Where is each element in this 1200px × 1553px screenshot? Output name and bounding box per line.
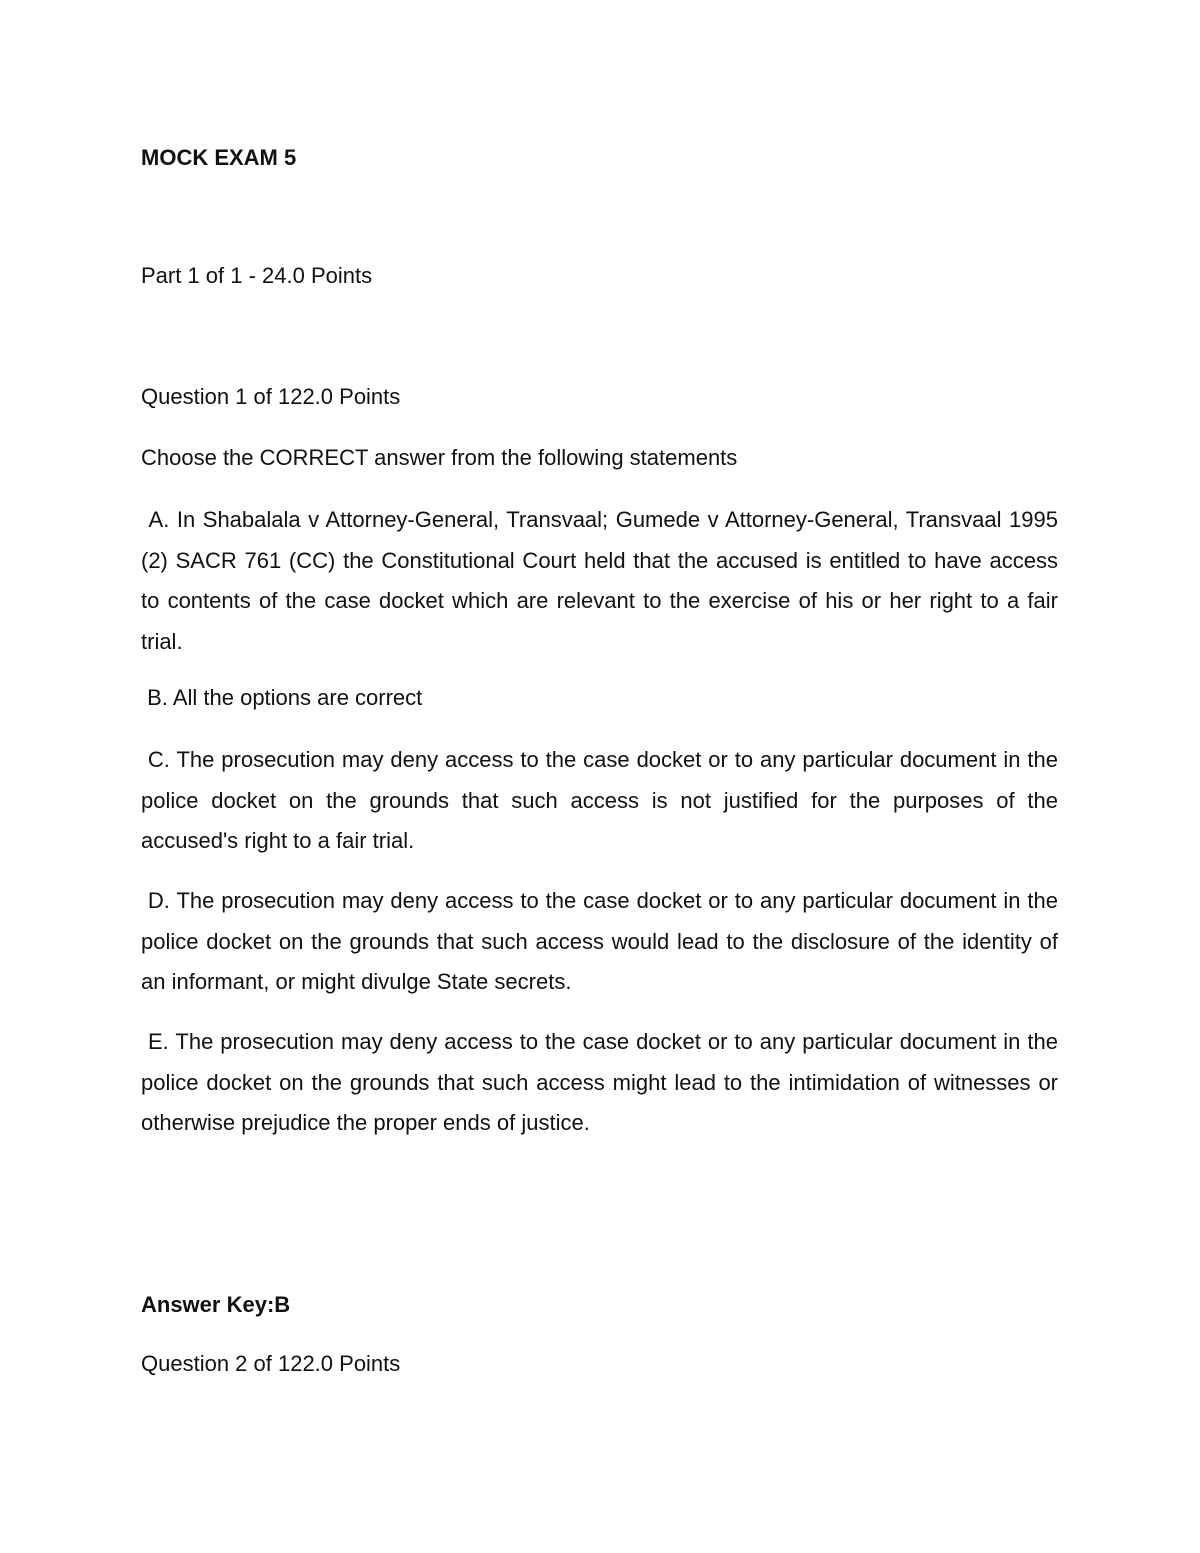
option-d xyxy=(141,881,1058,1003)
option-d-letter: D. xyxy=(147,888,170,913)
option-e-letter: E. xyxy=(148,1029,169,1054)
option-a-text: In Shabalala v Attorney-General, Transvaal; Gumede v Attorney-General, Transvaal 1995 (2) SACR 761 (CC) the Constitutional Court held that the accused is entitled to have access to contents of the case docket which are relevant to the exercise of his or her right to a fair trial. xyxy=(141,507,1058,654)
option-e-text: The prosecution may deny access to the case docket or to any particular document in the police docket on the grounds that such access might lead to the intimidation of witnesses or otherwise prejudice the proper ends of justice. xyxy=(141,1029,1058,1135)
part-header: Part 1 of 1 - 24.0 Points xyxy=(141,263,373,288)
option-b xyxy=(141,678,1058,719)
exam-title: MOCK EXAM 5 xyxy=(141,145,297,170)
option-a xyxy=(141,500,1058,662)
option-b-letter: B. xyxy=(147,685,168,710)
question-1-header: Question 1 of 122.0 Points xyxy=(141,384,401,409)
option-e xyxy=(141,1022,1058,1144)
option-a-letter: A. xyxy=(148,507,170,532)
option-c xyxy=(141,740,1058,862)
option-c-text: The prosecution may deny access to the case docket or to any particular document in the police docket on the grounds that such access is not justified for the purposes of the accused's right to a fair trial. xyxy=(141,747,1058,853)
answer-key: Answer Key:B xyxy=(141,1292,291,1317)
question-1-instruction: Choose the CORRECT answer from the following statements xyxy=(141,445,738,470)
option-d-text: The prosecution may deny access to the case docket or to any particular document in the police docket on the grounds that such access would lead to the disclosure of the identity of an informant, or might divulge State secrets. xyxy=(141,888,1058,994)
question-2-header: Question 2 of 122.0 Points xyxy=(141,1351,401,1376)
option-b-text: All the options are correct xyxy=(172,685,423,710)
option-c-letter: C. xyxy=(147,747,170,772)
